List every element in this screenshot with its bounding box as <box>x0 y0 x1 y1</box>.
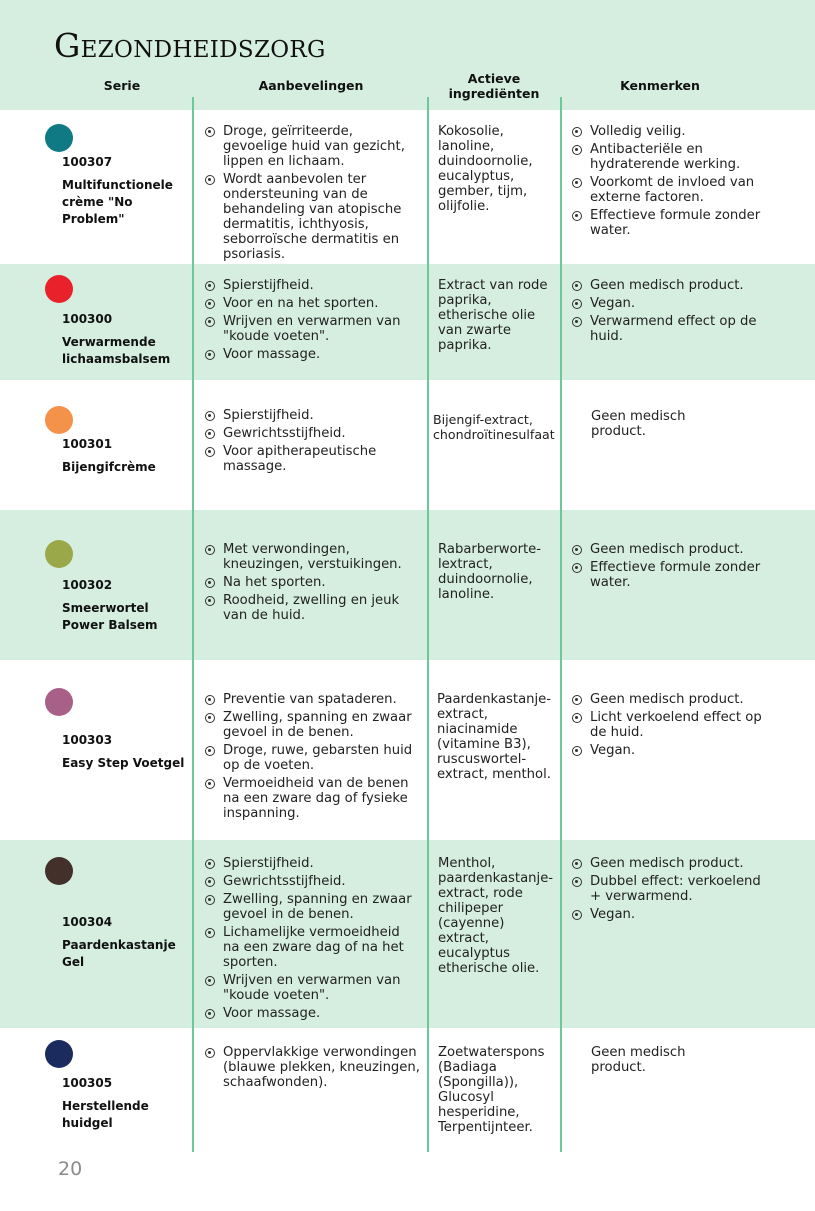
recommendation-text: Lichamelijke vermoeidheid na een zware dag of na het sporten. <box>223 925 404 970</box>
series-name: Paardenkastanje Gel <box>62 938 176 969</box>
feature-text: Effectieve formule zonder water. <box>590 208 761 238</box>
recommendation-text: Wrijven en verwarmen van "koude voeten". <box>223 973 401 1003</box>
feature-text: Geen medisch product. <box>590 278 744 293</box>
bullet-icon <box>205 429 215 439</box>
features-cell: Geen medisch product. <box>591 409 686 439</box>
page-number: 20 <box>58 1158 83 1180</box>
bullet-icon <box>205 713 215 723</box>
ingredients-cell: Extract van rode paprika, etherische olie van zwarte paprika. <box>438 278 548 353</box>
recommendation-item <box>205 172 417 262</box>
bullet-icon <box>205 1009 215 1019</box>
series-cell <box>62 154 192 228</box>
bullet-icon <box>205 779 215 789</box>
recommendation-item <box>205 278 417 293</box>
column-divider <box>560 97 562 1152</box>
recommendation-text: Spierstijfheid. <box>223 278 314 293</box>
series-name: Verwarmende lichaamsbalsem <box>62 335 171 366</box>
features-cell <box>572 124 762 241</box>
series-code: 100305 <box>62 1076 113 1090</box>
recommendation-item <box>205 124 417 169</box>
recommendation-item <box>205 296 417 311</box>
features-cell <box>572 692 762 761</box>
series-name: Easy Step Voetgel <box>62 756 185 770</box>
bullet-icon <box>572 317 582 327</box>
column-header-serie: Serie <box>103 78 141 93</box>
recommendation-text: Voor apitherapeutische massage. <box>223 444 377 474</box>
recommendation-item <box>205 575 417 590</box>
recommendation-text: Na het sporten. <box>223 575 326 590</box>
feature-text: Vegan. <box>590 743 636 758</box>
bullet-icon <box>205 350 215 360</box>
recommendation-text: Spierstijfheid. <box>223 408 314 423</box>
recommendation-text: Wrijven en verwarmen van "koude voeten". <box>223 314 401 344</box>
recommendation-item <box>205 314 417 344</box>
feature-text: Geen medisch product. <box>590 692 744 707</box>
recommendation-item <box>205 1045 423 1090</box>
recommendation-item <box>205 710 417 740</box>
recommendation-item <box>205 1006 417 1021</box>
recommendation-text: Gewrichtsstijfheid. <box>223 874 346 889</box>
recommendation-item <box>205 892 417 922</box>
feature-item <box>572 542 762 557</box>
features-cell <box>572 542 762 593</box>
recommendation-text: Met verwondingen, kneuzingen, verstuikingen. <box>223 542 402 572</box>
feature-text: Vegan. <box>590 907 636 922</box>
bullet-icon <box>205 175 215 185</box>
recommendations-cell <box>205 408 417 477</box>
bullet-icon <box>205 317 215 327</box>
feature-text: Antibacteriële en hydraterende werking. <box>590 142 741 172</box>
recommendation-item <box>205 973 417 1003</box>
bullet-icon <box>572 859 582 869</box>
recommendation-item <box>205 444 417 474</box>
bullet-icon <box>205 281 215 291</box>
column-header-actieve-line1: Actieve <box>467 71 521 86</box>
series-cell <box>62 1075 192 1132</box>
bullet-icon <box>572 211 582 221</box>
bullet-icon <box>572 299 582 309</box>
series-code: 100300 <box>62 312 113 326</box>
recommendation-item <box>205 347 417 362</box>
feature-item <box>572 856 762 871</box>
recommendation-text: Vermoeidheid van de benen na een zware dag of fysieke inspanning. <box>223 776 409 821</box>
feature-text: Effectieve formule zonder water. <box>590 560 761 590</box>
bullet-icon <box>205 596 215 606</box>
series-cell <box>62 436 192 476</box>
bullet-icon <box>572 910 582 920</box>
bullet-icon <box>572 545 582 555</box>
recommendation-text: Gewrichtsstijfheid. <box>223 426 346 441</box>
series-cell <box>62 311 192 368</box>
bullet-icon <box>572 281 582 291</box>
recommendation-item <box>205 692 417 707</box>
recommendation-text: Spierstijfheid. <box>223 856 314 871</box>
recommendation-item <box>205 874 417 889</box>
feature-text: Verwarmend effect op de huid. <box>590 314 757 344</box>
column-divider <box>192 97 194 1152</box>
features-cell: Geen medisch product. <box>591 1045 686 1075</box>
recommendation-item <box>205 776 417 821</box>
recommendation-text: Voor massage. <box>223 347 321 362</box>
bullet-icon <box>205 299 215 309</box>
bullet-icon <box>572 145 582 155</box>
recommendations-cell <box>205 542 417 626</box>
recommendation-item <box>205 408 417 423</box>
series-name: Smeerwortel Power Balsem <box>62 601 158 632</box>
ingredients-cell: Menthol, paardenkastanje-extract, rode chilipeper (cayenne) extract, eucalyptus etherische olie. <box>438 856 554 976</box>
recommendation-text: Voor massage. <box>223 1006 321 1021</box>
feature-text: Volledig veilig. <box>590 124 686 139</box>
recommendation-item <box>205 542 417 572</box>
series-code: 100307 <box>62 155 113 169</box>
bullet-icon <box>205 928 215 938</box>
bullet-icon <box>205 895 215 905</box>
bullet-icon <box>205 411 215 421</box>
recommendation-text: Preventie van spataderen. <box>223 692 397 707</box>
feature-item <box>572 692 762 707</box>
recommendation-text: Voor en na het sporten. <box>223 296 379 311</box>
series-code: 100301 <box>62 437 113 451</box>
feature-text: Vegan. <box>590 296 636 311</box>
recommendation-text: Wordt aanbevolen ter ondersteuning van de behandeling van atopische dermatitis, ichthyosis, seborroïsche dermatitis en psoriasis. <box>223 172 402 262</box>
feature-item <box>572 175 762 205</box>
recommendation-item <box>205 426 417 441</box>
feature-item <box>572 874 762 904</box>
ingredients-cell: Bijengif-extract, chondroïtinesulfaat <box>433 412 555 442</box>
bullet-icon <box>572 713 582 723</box>
feature-item <box>572 124 762 139</box>
recommendation-text: Roodheid, zwelling en jeuk van de huid. <box>223 593 400 623</box>
bullet-icon <box>572 695 582 705</box>
feature-text: Geen medisch product. <box>590 856 744 871</box>
recommendation-text: Droge, geïrriteerde, gevoelige huid van gezicht, lippen en lichaam. <box>223 124 405 169</box>
recommendation-item <box>205 856 417 871</box>
feature-text: Licht verkoelend effect op de huid. <box>590 710 762 740</box>
bullet-icon <box>572 877 582 887</box>
feature-item <box>572 278 762 293</box>
series-color-dot <box>45 124 73 152</box>
series-code: 100303 <box>62 733 113 747</box>
bullet-icon <box>572 563 582 573</box>
column-divider <box>427 97 429 1152</box>
bullet-icon <box>572 746 582 756</box>
series-color-dot <box>45 688 73 716</box>
series-name: Bijengifcrème <box>62 460 156 474</box>
feature-item <box>572 907 762 922</box>
bullet-icon <box>205 695 215 705</box>
bullet-icon <box>205 447 215 457</box>
recommendation-item <box>205 593 417 623</box>
recommendations-cell <box>205 1045 423 1093</box>
bullet-icon <box>205 578 215 588</box>
recommendation-text: Oppervlakkige verwondingen (blauwe plekken, kneuzingen, schaafwonden). <box>223 1045 420 1090</box>
feature-item <box>572 560 762 590</box>
series-cell <box>62 577 192 634</box>
column-header-aanbevelingen: Aanbevelingen <box>258 78 364 93</box>
recommendations-cell <box>205 692 417 824</box>
bullet-icon <box>205 976 215 986</box>
recommendation-item <box>205 925 417 970</box>
recommendation-text: Zwelling, spanning en zwaar gevoel in de benen. <box>223 892 412 922</box>
ingredients-cell: Paardenkastanje-extract, niacinamide (vitamine B3), ruscuswortel-extract, menthol. <box>437 692 552 782</box>
bullet-icon <box>205 1048 215 1058</box>
features-cell <box>572 856 762 925</box>
bullet-icon <box>205 127 215 137</box>
recommendation-item <box>205 743 417 773</box>
series-code: 100304 <box>62 915 113 929</box>
feature-item <box>572 142 762 172</box>
feature-text: Geen medisch product. <box>590 542 744 557</box>
recommendations-cell <box>205 124 417 265</box>
feature-text: Dubbel effect: verkoelend + verwarmend. <box>590 874 761 904</box>
feature-item <box>572 710 762 740</box>
recommendation-text: Zwelling, spanning en zwaar gevoel in de benen. <box>223 710 412 740</box>
ingredients-cell: Kokosolie, lanoline, duindoornolie, eucalyptus, gember, tijm, olijfolie. <box>438 124 533 214</box>
series-color-dot <box>45 275 73 303</box>
series-color-dot <box>45 857 73 885</box>
page-title: Gezondheidszorg <box>54 26 326 65</box>
bullet-icon <box>572 178 582 188</box>
series-cell <box>62 914 192 971</box>
bullet-icon <box>205 545 215 555</box>
feature-text: Voorkomt de invloed van externe factoren. <box>590 175 755 205</box>
series-color-dot <box>45 1040 73 1068</box>
features-cell <box>572 278 762 347</box>
bullet-icon <box>205 877 215 887</box>
series-name: Multifunctionele crème "No Problem" <box>62 178 173 226</box>
series-color-dot <box>45 406 73 434</box>
series-color-dot <box>45 540 73 568</box>
recommendations-cell <box>205 278 417 365</box>
series-code: 100302 <box>62 578 113 592</box>
feature-item <box>572 743 762 758</box>
column-header-actieve-ingredienten <box>430 71 558 101</box>
column-header-kenmerken: Kenmerken <box>620 78 700 93</box>
bullet-icon <box>205 746 215 756</box>
series-cell <box>62 732 192 772</box>
column-header-actieve-line2: ingrediënten <box>448 86 540 101</box>
recommendation-text: Droge, ruwe, gebarsten huid op de voeten. <box>223 743 413 773</box>
feature-item <box>572 296 762 311</box>
recommendations-cell <box>205 856 417 1024</box>
ingredients-cell: Zoetwaterspons (Badiaga (Spongilla)), Glucosyl hesperidine, Terpentijnteer. <box>438 1045 545 1135</box>
ingredients-cell: Rabarberworte-lextract, duindoornolie, lanoline. <box>438 542 542 602</box>
bullet-icon <box>572 127 582 137</box>
series-name: Herstellende huidgel <box>62 1099 149 1130</box>
feature-item <box>572 314 762 344</box>
bullet-icon <box>205 859 215 869</box>
feature-item <box>572 208 762 238</box>
